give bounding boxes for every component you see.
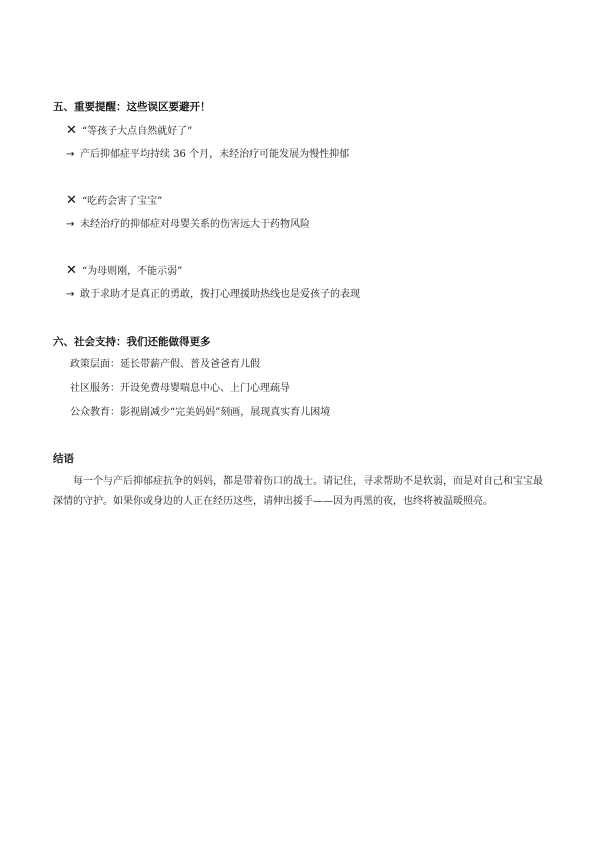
fact-2 [66,218,310,232]
myth-2-text: “吃药会害了宝宝” [82,196,163,207]
fact-3-text: 敢于求助才是真正的勇敢，拨打心理援助热线也是爱孩子的表现 [80,289,360,300]
section-6-heading: 六、社会支持：我们还能做得更多 [53,336,211,348]
arrow-right-icon: → [66,289,75,300]
conclusion-heading: 结语 [53,453,74,465]
myth-3-text: “为母则刚，不能示弱” [82,266,183,277]
support-item-1: 政策层面：延长带薪产假、普及爸爸育儿假 [70,359,260,370]
conclusion-paragraph: 每一个与产后抑郁症抗争的妈妈，都是带着伤口的战士。请记住，寻求帮助不是软弱，而是对自己和宝宝最深情的守护。如果你或身边的人正在经历这些，请伸出援手——因为再黑的夜，也终将被温暖照亮。 [53,476,543,507]
fact-2-text: 未经治疗的抑郁症对母婴关系的伤害远大于药物风险 [80,219,310,230]
myth-3 [66,264,182,279]
arrow-right-icon: → [66,219,75,230]
arrow-right-icon: → [66,149,75,160]
myth-1 [66,124,192,139]
myth-1-text: “等孩子大点自然就好了” [82,126,193,137]
fact-1-text: 产后抑郁症平均持续 36 个月，未经治疗可能发展为慢性抑郁 [80,149,350,160]
section-5-heading: 五、重要提醒：这些误区要避开！ [53,101,211,113]
myth-2 [66,194,162,209]
fact-1 [66,148,349,162]
cross-icon: ✕ [66,123,77,138]
cross-icon: ✕ [66,193,77,208]
fact-3 [66,288,360,302]
cross-icon: ✕ [66,263,77,278]
support-item-2: 社区服务：开设免费母婴喘息中心、上门心理疏导 [70,383,290,394]
support-item-3: 公众教育：影视剧减少“完美妈妈”刻画，展现真实育儿困境 [70,407,331,418]
